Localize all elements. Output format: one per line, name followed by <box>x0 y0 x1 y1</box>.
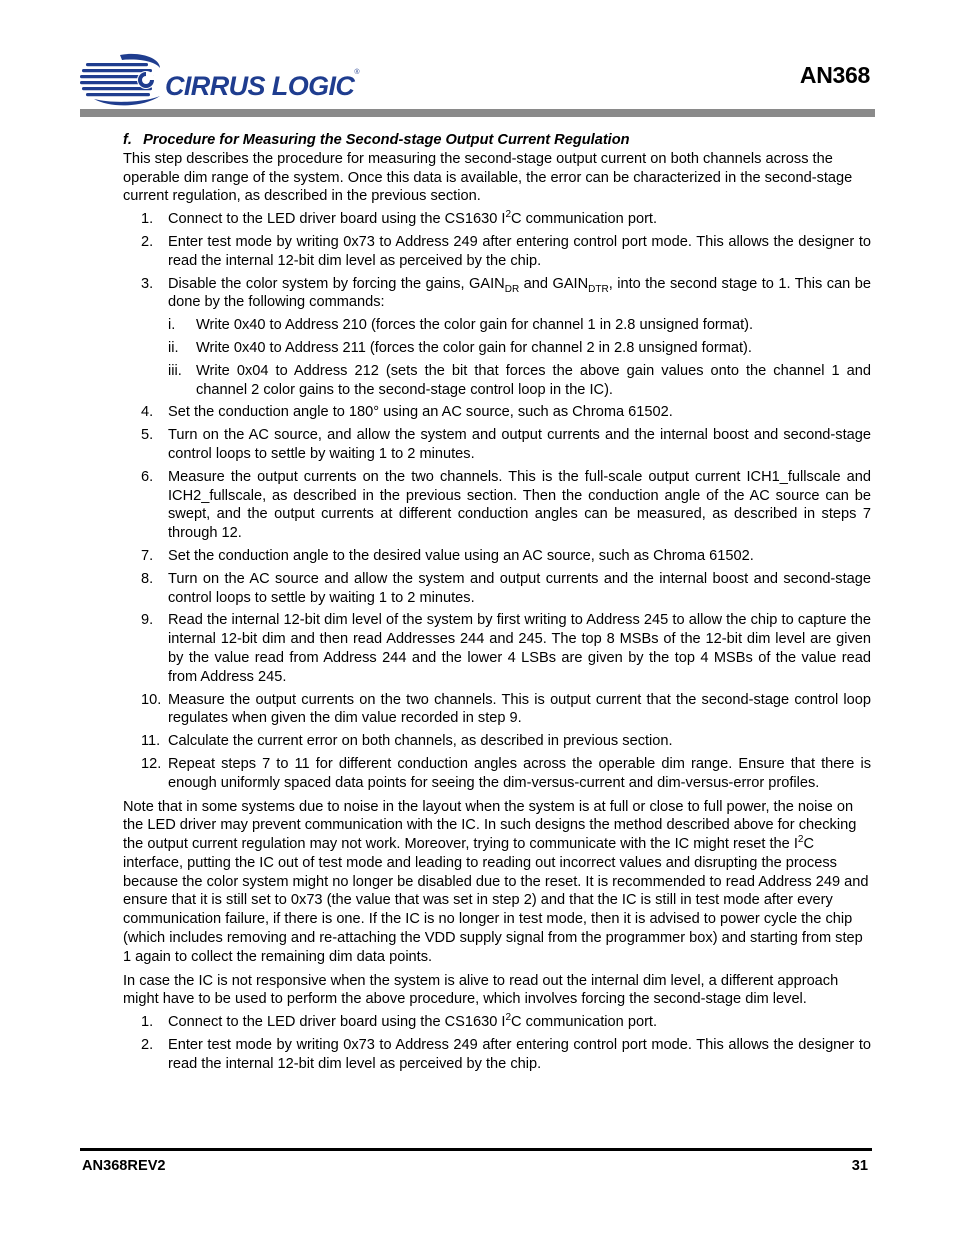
list-item: 5. Turn on the AC source, and allow the system and output currents and the internal boost and second-stage control loops to settle by waiting 1 to 2 minutes. <box>141 427 871 462</box>
sub-list-item: i. Write 0x40 to Address 210 (forces the color gain for channel 1 in 2.8 unsigned format). <box>168 317 754 334</box>
list-item: 8. Turn on the AC source and allow the system and output currents and the internal boost and second-stage control loops to settle by waiting 1 to 2 minutes. <box>141 570 871 606</box>
page-number: 31 <box>851 1158 868 1174</box>
logo-wordmark: CIRRUS LOGIC® <box>165 69 359 101</box>
sub-list-item: ii. Write 0x40 to Address 211 (forces the color gain for channel 2 in 2.8 unsigned format). <box>168 339 752 356</box>
substeps-list <box>168 316 871 399</box>
intro-paragraph: This step describes the procedure for measuring the second-stage output current on both channels across the operable dim range of the system. Once this data is available, the error can be characterized in the second-stage current regulation, as described in the previous section. <box>123 150 853 205</box>
list-item: 9. Read the internal 12-bit dim level of the system by first writing to Address 245 to allow the chip to capture the internal 12-bit dim and then read Addresses 244 and 245. The top 8 MSBs of the 12-bit dim level are given by the value read from Address 244 and the lower 4 LSBs are given by the top 4 MSBs of the value read from Address 245. <box>141 612 871 685</box>
note-paragraph: Note that in some systems due to noise in the layout when the system is at full or close to full power, the noise on the LED driver may prevent communication with the IC. In such designs the method described above for checking the output current regulation may not work. Moreover, trying to communicate with the IC might reset the $I^2C$ interface, putting the IC out of test mode and leading to reading out incorrect values and disrupting the process because the color system might no longer be disabled due to the reset. It is recommended to read Address 249 and ensure that it is still set to 0x73 (the value that was set in step 2) and that the IC is still in test mode after every communication failure, if there is one. If the IC is no longer in test mode, then it is advised to power cycle the chip (which includes removing and re-attaching the VDD supply signal from the programmer box) and starting from step 1 again to collect the remaining dim data points. <box>123 798 869 965</box>
page-body <box>123 131 871 1074</box>
list-item: 4. Set the conduction angle to 180° using an AC source, such as Chroma 61502. <box>141 404 673 421</box>
list-item: 2. Enter test mode by writing 0x73 to Address 249 after entering control port mode. This allows the designer to read the internal 12-bit dim level as perceived by the chip. <box>141 233 871 269</box>
list-item: 11. Calculate the current error on both channels, as described in previous section. <box>141 733 673 750</box>
list-item: 7. Set the conduction angle to the desired value using an AC source, such as Chroma 61502. <box>141 547 754 564</box>
logo-swoosh-icon <box>80 52 164 108</box>
list-item: 6. Measure the output currents on the two channels. This is the full-scale output current ICH1_fullscale and ICH2_fullscale, as described in the previous section. Then the conduction angle of the AC source can be swept, and the output currents at different conduction angles can be measured, as described in steps 7 through 12. <box>141 468 871 542</box>
section-heading: f. Procedure for Measuring the Second-stage Output Current Regulation <box>123 132 630 148</box>
procedure-steps <box>123 210 871 792</box>
sub-list-item: iii. Write 0x04 to Address 212 (sets the bit that forces the above gain values onto the channel 1 and channel 2 color gains to the second-stage control loop in the IC). <box>168 362 871 398</box>
list-item: 2. Enter test mode by writing 0x73 to Address 249 after entering control port mode. This allows the designer to read the internal 12-bit dim level as perceived by the chip. <box>141 1037 871 1072</box>
alternate-approach-paragraph: In case the IC is not responsive when the system is alive to read out the internal dim level, a different approach might have to be used to perform the above procedure, which involves forcing the second-stage dim level. <box>123 972 839 1008</box>
footer-divider <box>80 1148 872 1151</box>
list-item: 1. Connect to the LED driver board using the CS1630 $I^2C$ communication port. <box>141 209 658 228</box>
alternate-steps <box>123 1013 871 1073</box>
header-divider <box>80 109 875 117</box>
list-item: 10. Measure the output currents on the two channels. This is output current that the second-stage control loop regulates when given the dim value recorded in step 9. <box>141 691 871 727</box>
list-item: 3. Disable the color system by forcing the gains, $GAIN_{DR}$ and $GAIN_{DTR}$, into the second stage to 1. This can be done by the following commands: i. Write 0x40 to Address 210 (forces the color gain for channel 1 in 2.8 unsigned format). ii. Write 0x40 to Address 211 (forces the color gain for channel 2 in 2.8 unsigned format). iii. Write 0x04 to Address 212 (sets the bit that forces the above gain values onto the channel 1 and channel 2 color gains to the second-stage control loop in the IC). <box>141 275 872 398</box>
cirrus-logic-logo <box>80 52 360 108</box>
list-item: 12. Repeat steps 7 to 11 for different conduction angles across the operable dim range. Ensure that there is enough uniformly spaced data points for seeing the dim-versus-current and dim-versus-error profiles. <box>141 755 871 791</box>
footer-revision: AN368REV2 <box>82 1158 166 1174</box>
document-id: AN368 <box>799 62 870 88</box>
list-item: 1. Connect to the LED driver board using the CS1630 $I^2C$ communication port. <box>141 1012 658 1031</box>
page-header <box>0 0 954 120</box>
